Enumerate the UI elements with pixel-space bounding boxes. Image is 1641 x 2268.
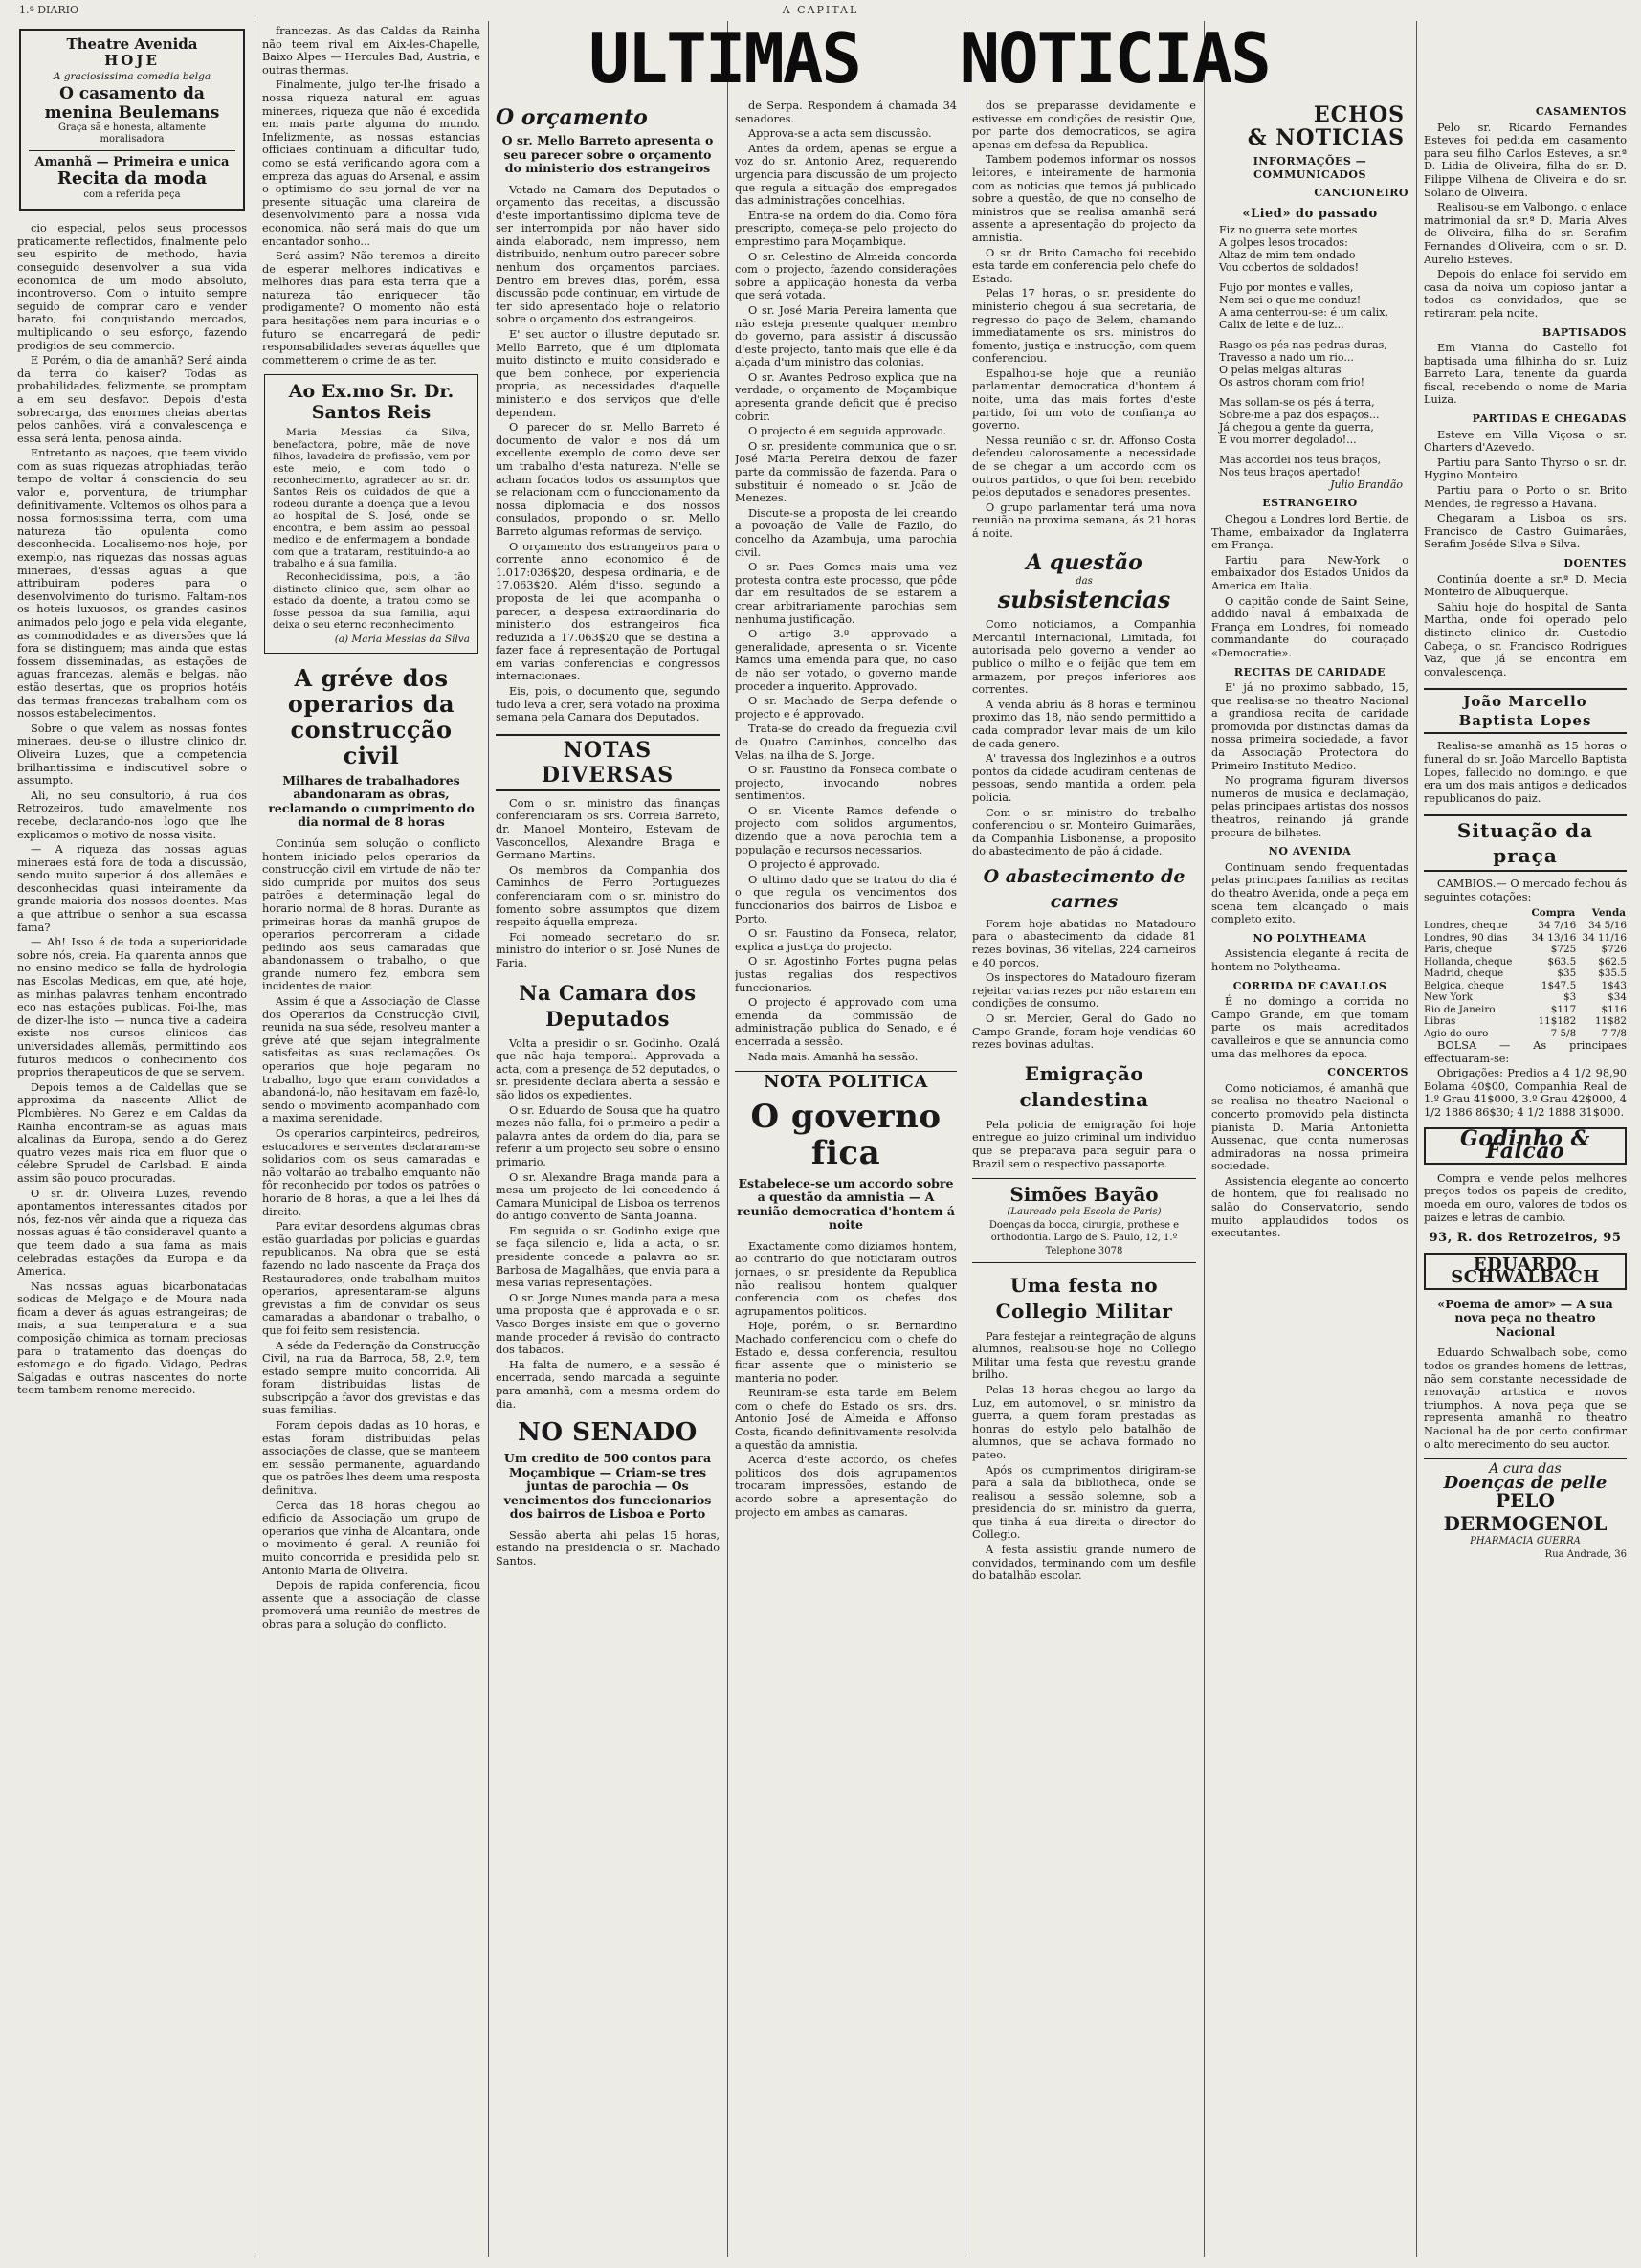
paragraph: Espalhou-se hoje que a reunião parlamentar democratica d'hontem á noite, uma das mais fortes d'este partido, foi um voto de confiança ao governo. (972, 367, 1196, 433)
paragraph: O sr. presidente communica que o sr. José Maria Pereira deixou de fazer parte da commissão de fazenda. Para o substituir é nomeado o sr. João de Menezes. (735, 439, 957, 505)
paragraph: Sahiu hoje do hospital de Santa Martha, onde foi operado pelo distincto clinico dr. Custodio Cabeça, o sr. Francisco Rodrigues Vaz, que já se encontra em convalescença. (1424, 600, 1627, 678)
running-head-center: A CAPITAL (782, 4, 859, 16)
column-2 (262, 25, 480, 2255)
pharmacia: PHARMACIA GUERRA (1470, 1536, 1581, 1547)
paragraph: Assistencia elegante ao concerto de hontem, que foi realisado no salão do Conservatorio, sendo muito applaudidos todos os executantes. (1211, 1174, 1408, 1240)
paragraph: Chegou a Londres lord Bertie, de Thame, embaixador da Inglaterra em França. (1211, 512, 1408, 552)
paragraph: Pela policia de emigração foi hoje entregue ao juizo criminal um individuo que se preparava para seguir para o Brazil sem o respectivo passaporte. (972, 1118, 1196, 1170)
poem-line: E vou morrer degolado!... (1219, 434, 1357, 447)
paragraph: BOLSA — As principaes effectuaram-se: (1424, 1039, 1627, 1065)
poem-line: Mas accordei nos teus braços, (1219, 454, 1382, 467)
paragraph: O sr. Agostinho Fortes pugna pelas justas regalias dos respectivos funccionarios. (735, 955, 957, 994)
emigracao-headline: Emigração clandestina (1019, 1061, 1149, 1111)
paragraph: O sr. Faustino da Fonseca, relator, explica a justiça do projecto. (735, 927, 957, 953)
paragraph: Em seguida o sr. Godinho exige que se faça silencio e, lida a acta, o sr. presidente concede a palavra ao sr. Barbosa de Magalhães, que envia para a mesa varias representações. (496, 1224, 720, 1290)
exchange-row (1424, 1004, 1627, 1016)
paragraph: É no domingo a corrida no Campo Grande, em que tomam parte os mais acreditados cavalleiros e que se annuncia como uma das melhores da epoca. (1211, 995, 1408, 1060)
exchange-row (1424, 944, 1627, 956)
paragraph: Partiu para New-York o embaixador dos Estados Unidos da America em Italia. (1211, 553, 1408, 592)
strike-headline: A gréve dos operarios da construcção civil (287, 663, 455, 769)
column-7 (1424, 100, 1627, 2253)
paragraph: Depois do enlace foi servido em casa da noiva um copioso jantar a todos os convidados, que se retiraram pela noite. (1424, 268, 1627, 320)
paragraph: Votado na Camara dos Deputados o orçamento das receitas, a discussão d'este importantissimo diploma teve de ser interrompida por não haver sido ainda elaborado, nem impresso, nem distribuido, nenhum outro parecer sobre nenhum dos orçamentos parciaes. Dentro em breves dias, porém, essa discussão pode continuar, em virtude de ter sido apresentado hoje o relatorio sobre o orçamento dos estrangeiros. (496, 183, 720, 326)
paragraph: cio especial, pelos seus processos praticamente reflectidos, finalmente pelo seu espirito de methodo, havia conseguido desenvolver a sua vida economica de um modo absoluto, incontroverso. Com o intuito sempre seguido de comprar caro e vender barato, foi conquistando mercados, multiplicando o seu esforço, fazendo prodigios de seu commercio. (17, 222, 247, 352)
stanza-gap (1219, 274, 1408, 281)
stanza-gap (1219, 389, 1408, 396)
running-head (19, 4, 1622, 17)
exchange-row (1424, 991, 1627, 1004)
paragraph: O sr. Avantes Pedroso explica que na verdade, o orçamento de Moçambique apresenta grande deficit que é preciso cobrir. (735, 370, 957, 423)
paragraph: Para evitar desordens algumas obras estão guardadas por policias e guardas republicanos. Na obra que se está fazendo no lado nascente da Praça dos Restauradores, onde trabalham muitos operarios, apresentaram-se alguns grevistas a fim de convidar os seus camaradas a abandonar o trabalho, o que foi feito sem resistencia. (262, 1220, 480, 1337)
dedication-signature: (a) Maria Messias da Silva (334, 634, 470, 646)
dedication-box (264, 374, 478, 654)
paragraph: Hoje, porém, o sr. Bernardino Machado conferenciou com o chefe do Estado e, dessa conferencia, resultou ficar assente que o ministerio se manteria no poder. (735, 1320, 957, 1385)
paragraph: E' seu auctor o illustre deputado sr. Mello Barreto, que é um diplomata muito distincto e muito considerado e que bem conhece, por experiencia propria, as necessidades d'aquelle ministerio e dos serviços que d'elle dependem. (496, 328, 720, 419)
poem-line: Sobre-me a paz dos espaços... (1219, 409, 1380, 422)
exchange-value: 1$47.5 (1541, 979, 1577, 991)
paragraph: O sr. Mercier, Geral do Gado no Campo Grande, foram hoje vendidas 60 rezes bovinas adultas. (972, 1012, 1196, 1052)
exchange-value: $117 (1550, 1003, 1577, 1015)
exchange-value: $62.5 (1598, 955, 1627, 967)
poem-line: O pelas melgas alturas (1219, 364, 1342, 377)
paragraph: Exactamente como diziamos hontem, ao contrario do que noticiaram outros jornaes, o sr. presidente da Republica não realisou hontem qualquer conferencia com os chefes dos agrupamentos politicos. (735, 1239, 957, 1318)
paragraph: Obrigações: Predios a 4 1/2 98,90 Bolama 40$00, Companhia Real de 1.º Grau 41$000, 3.º Grau 42$000, 4 1/2 1886 86$30; 4 1/2 1888 31$000. (1424, 1067, 1627, 1119)
paragraph: Antes da ordem, apenas se ergue a voz do sr. Antonio Arez, requerendo urgencia para discussão de um projecto que regula a situação dos empregados das administrações concelhias. (735, 142, 957, 208)
paragraph: O sr. Vicente Ramos defende o projecto com solidos argumentos, dizendo que a nova parochia tem a população e recursos necessarios. (735, 804, 957, 856)
poem-line: Nos teus braços apertado! (1219, 466, 1361, 479)
poem-line: Os astros choram com frio! (1219, 376, 1365, 389)
paragraph: No programa figuram diversos numeros de musica e declamação, pelas principaes artistas dos nossos theatros, reinando já grande procura de bilhetes. (1211, 774, 1408, 839)
paragraph: — A riqueza das nossas aguas mineraes está fora de toda a discussão, sendo muito superior á dos allemães e desconhecidas quasi inteiramente da grande maioria dos nossos doentes. Mas a que attribue o senhor a sua escassa fama? (17, 843, 247, 934)
paragraph: Eis, pois, o documento que, segundo tudo leva a crer, será votado na proxima semana pela Camara dos Deputados. (496, 685, 720, 724)
subsistencias-headline (972, 550, 1196, 613)
paragraph: O sr. José Maria Pereira lamenta que não esteja presente qualquer membro do governo, para assistir á discussão d'este projecto, tanto mais que elle é da alçada d'um ministro das colonias. (735, 303, 957, 369)
poem-line: Travesso a nado um rio... (1219, 351, 1354, 365)
paragraph: O orçamento dos estrangeiros para o corrente anno economico é de 1.017:036$20, despesa ordinaria, e de 17.063$20. Além d'isso, segundo a proposta de lei que acompanha o parecer, a despesa extraordinaria do ministerio dos estrangeiros fica reduzida a 17.063$20 que se destina a fazer face á representação de Portugal em varias conferencias e congressos internacionaes. (496, 540, 720, 683)
pharmacia-address: Rua Andrade, 36 (1544, 1548, 1627, 1560)
paragraph: Continúa doente a sr.ª D. Mecia Monteiro de Albuquerque. (1424, 572, 1627, 599)
paragraph: O projecto é em seguida approvado. (748, 425, 947, 438)
exchange-value: $35 (1557, 967, 1577, 979)
poem-signature: Julio Brandão (1330, 478, 1403, 492)
paragraph: Após os cumprimentos dirigiram-se para a sala da bibliotheca, onde se realisou a sessão solemne, sob a presidencia do sr. ministro da guerra, que tinha á sua direita o director do Collegio. (972, 1463, 1196, 1542)
paragraph: dos se preparasse devidamente e estivesse em condições de resistir. Que, por parte dos democraticos, se agira apenas em defesa da Republica. (972, 100, 1196, 151)
theatre-hoje: HOJE (104, 52, 160, 69)
paragraph: Será assim? Não teremos a direito de esperar melhores indicativas e melhores dias para esta terra que a natureza tão enriquecer tão prodigamente? O momento não está para hesitações nem para incurias e o futuro se encarregará de pedir responsabilidades severas áquelles que commetterem o crime de as ter. (262, 250, 480, 367)
column-6 (1211, 100, 1408, 2253)
casamentos-label: CASAMENTOS (1535, 105, 1627, 118)
exchange-label: Belgica, cheque (1424, 979, 1504, 991)
exchange-label: Madrid, cheque (1424, 967, 1504, 979)
exchange-label: Londres, cheque (1424, 920, 1508, 931)
paragraph: Acerca d'este accordo, os chefes politicos dos dois agrupamentos trocaram impressões, estando de acordo sobre a apresentação do projecto em ambas as camaras. (735, 1454, 957, 1519)
paragraph: E Porém, o dia de amanhã? Será ainda da terra do kaiser? Todas as probabilidades, felizmente, se promptam a em seu desfavor. Depois d'esta sobrecarga, das enormes cheias abertas pelos canhões, virá a convalescença e essa será lenta, penosa ainda. (17, 354, 247, 445)
poem-line: Altaz de mim tem ondado (1219, 249, 1356, 262)
dedication-text: Maria Messias da Silva, benefactora, pobre, mãe de nove filhos, lavadeira de profissão, vem por este meio, e com todo o reconhecimento, agradecer ao sr. dr. Santos Reis os cuidados de que a rodeou durante a doença que a levou ao hospital de S. José, onde se encontra, e bem assim ao pessoal medico e de enfermagem a bondade com que a trataram, restituindo-a ao trabalho e á sua familia. (273, 427, 470, 569)
paragraph: O sr. Eduardo de Sousa que ha quatro mezes não falla, foi o primeiro a pedir a palavra antes da ordem do dia, para se referir a um projecto seu sobre o ensino primario. (496, 1103, 720, 1168)
simoes-text: Doenças da bocca, cirurgia, prothese e orthodontia. Largo de S. Paulo, 12, 1.º Telephone 3078 (988, 1219, 1180, 1256)
paragraph: A' travessa dos Inglezinhos e a outros pontos da cidade acudiram centenas de pessoas, sendo mantida a ordem pela policia. (972, 752, 1196, 804)
theatre-avenida-ad (19, 29, 245, 211)
theatre-recita: Recita da moda (56, 168, 208, 189)
paragraph: Finalmente, julgo ter-lhe frisado a nossa riqueza natural em aguas mineraes, riqueza que não é excedida em mais parte alguma do mundo. Infelizmente, as nossas estancias officiaes continuam a dificultar tudo, como se está verificando agora com a empreza das aguas do Arsenal, e assim o optimismo do seu jornal de ver na presente situação uma clareira de desenvolvimento para a nossa vida economica, não será mais do que um encantador sonho... (262, 78, 480, 248)
paragraph: Pelo sr. Ricardo Fernandes Esteves foi pedida em casamento para seu filho Carlos Esteves, a sr.ª D. Lidia de Oliveira, filha do sr. D. Filippe Vilhena de Oliveira e do sr. Solano de Oliveira. (1424, 121, 1627, 199)
theatre-amanha: Amanhã — Primeira e unica (34, 154, 230, 169)
exchange-row (1424, 1028, 1627, 1040)
exchange-value: 34 11/16 (1582, 931, 1627, 944)
paragraph: O sr. Alexandre Braga manda para a mesa um projecto de lei concedendo á Camara Municipal de Lisboa os terrenos do antigo convento de Santa Joanna. (496, 1170, 720, 1223)
praca-headline: Situação da praça (1424, 814, 1627, 872)
paragraph: O sr. Jorge Nunes manda para a mesa uma proposta que é approvada e o sr. Vasco Borges insiste em que o governo mande proceder á revisão do contracto dos tabacos. (496, 1291, 720, 1357)
paragraph: Ha falta de numero, e a sessão é encerrada, sendo marcada a seguinte para amanhã, com a mesma ordem do dia. (496, 1358, 720, 1411)
exchange-value: $725 (1550, 944, 1577, 955)
paragraph: Como noticiamos, é amanhã que se realisa no theatro Nacional o concerto promovido pela distincta pianista D. Maria Antonietta Aussenac, que conta numerosas admiradoras na nossa primeira sociedade. (1211, 1081, 1408, 1173)
exchange-col-header: Compra (1531, 906, 1576, 919)
paragraph: O grupo parlamentar terá uma nova reunião na proxima semana, ás 21 horas á noite. (972, 500, 1196, 540)
paragraph: Entretanto as naçoes, que teem vivido com as suas riquezas atrophiadas, terão tempo de voltar á consciencia do seu valor e, porventura, de triumphar definitivamente. Voltemos os olhos para a nossa formosissima terra, com uma natureza tão opulenta como desconhecida. Localisemo-nos hoje, por exemplo, nas riquezas das nossas aguas mineraes, d'essas aguas a que attribuiram poderes para o desenvolvimento do turismo. Faltam-nos os hoteis luxuosos, os grandes casinos animados pelo jogo e pela vida elegante, as commodidades e as diversões que lá fora se distinguem; mas ainda que estas fossem disseminadas, as estações de aguas francezas, alemãs e belgas, não estão desertas, que os proprios hotéis das termas francezas trabalham com os nossos estabelecimentos. (17, 447, 247, 721)
paragraph: Com o sr. ministro das finanças conferenciaram os srs. Correia Barreto, dr. Manoel Monteiro, Estevam de Vasconcellos, Alexandre Braga e Germano Martins. (496, 796, 720, 862)
paragraph: Partiu para o Porto o sr. Brito Mendes, de regresso a Havana. (1424, 484, 1627, 510)
exchange-label: Paris, cheque (1424, 944, 1493, 955)
paragraph: Partiu para Santo Thyrso o sr. dr. Hygino Monteiro. (1424, 456, 1627, 482)
paragraph: Trata-se do creado da freguezia civil de Quatro Caminhos, concelho das Velas, na ilha de S. Jorge. (735, 723, 957, 762)
paragraph: Volta a presidir o sr. Godinho. Ozalá que não haja temporal. Approvada a acta, com a presença de 52 deputados, o sr. presidente declara aberta a sessão e são lidos os expedientes. (496, 1036, 720, 1101)
stanza-gap (1219, 446, 1408, 454)
paragraph: O ultimo dado que se tratou do dia é o que regula os vencimentos dos funccionarios dos bairros de Lisboa e Porto. (735, 873, 957, 925)
paragraph: Assistencia elegante á recita de hontem no Polytheama. (1211, 947, 1408, 973)
paragraph: O sr. Celestino de Almeida concorda com o projecto, fazendo considerações sobre a applicação honesta da verba que será votada. (735, 250, 957, 302)
cura-c: PELO DERMOGENOL (1443, 1489, 1608, 1536)
exchange-value: $116 (1601, 1003, 1627, 1015)
exchange-value: $3 (1563, 991, 1577, 1003)
paragraph: O parecer do sr. Mello Barreto é documento de valor e nos dá um excellente exemplo de como deve ser um trabalho d'esta natureza. N'elle se acham focados todos os assumptos que se relacionam com o funccionamento da nossa diplomacia e dos nossos consulados, propondo o sr. Mello Barreto algumas reformas de serviço. (496, 421, 720, 538)
exchange-value: $34 (1608, 991, 1627, 1003)
paragraph: O artigo 3.º approvado a generalidade, apresenta o sr. Vicente Ramos uma emenda para que, no caso de não ser votado, o governo mande proceder a inquerito. Approvado. (735, 628, 957, 693)
paragraph: Os membros da Companhia dos Caminhos de Ferro Portuguezes conferenciaram com o sr. ministro do fomento sobre assumptos que dizem respeito áquella empreza. (496, 863, 720, 929)
governo-headline: O governo fica (750, 1097, 942, 1172)
paragraph: O projecto é approvado. (748, 858, 880, 872)
theatre-title: Theatre Avenida (66, 35, 198, 53)
paragraph: Eduardo Schwalbach sobe, como todos os grandes homens de lettras, não sem constante necessidade de renovação artistica e novos triumphos. A nova peça que se representa amanhã no theatro Nacional ha de por certo confirmar o alto merecimento do seu auctor. (1424, 1346, 1627, 1451)
masthead-word: ULTIMAS (588, 18, 860, 99)
exchange-row (1424, 920, 1627, 932)
exchange-row (1424, 980, 1627, 992)
paragraph: Com o sr. ministro do trabalho conferenciou o sr. Monteiro Guimarães, da Companhia Lisbonense, a proposito do abastecimento de pão á cidade. (972, 806, 1196, 858)
poem-line: Vou cobertos de soldados! (1219, 261, 1360, 275)
exchange-value: 7 7/8 (1601, 1027, 1627, 1039)
paragraph: Foi nomeado secretario do sr. ministro do interior o sr. José Nunes de Faria. (496, 930, 720, 969)
recitas-label: RECITAS DE CARIDADE (1233, 665, 1386, 678)
exchange-row (1424, 956, 1627, 968)
echos-a: ECHOS (1313, 102, 1405, 127)
exchange-label: New York (1424, 991, 1473, 1003)
polytheama-label: NO POLYTHEAMA (1253, 931, 1367, 945)
orcamento-headline: O orçamento (496, 105, 648, 130)
paragraph: Approva-se a acta sem discussão. (748, 127, 932, 141)
paragraph: Nas nossas aguas bicarbonatadas sodicas de Melgaço e de Moura nada ficam a dever ás aguas estrangeiras; de mais, a sua temperatura e a sua composição chimica as tornam preciosas para o tratamento das doenças do estomago e do figado. Vidago, Pedras Salgadas e outras nascentes do norte teem tambem renome merecido. (17, 1279, 247, 1397)
paragraph: Compra e vende pelos melhores preços todos os papeis de credito, moeda em ouro, valores de todos os paizes e letras de cambio. (1424, 1171, 1627, 1224)
paragraph: Nada mais. Amanhã ha sessão. (748, 1050, 919, 1063)
exchange-label: Rio de Janeiro (1424, 1003, 1496, 1015)
paragraph: Tambem podemos informar os nossos leitores, e inteiramente de harmonia com as noticias que temos já publicado sobre a questão, de que no conselho de ministros que se realisa amanhã será assente a apresentação do projecto da amnistia. (972, 153, 1196, 244)
exchange-value: 34 5/16 (1588, 920, 1627, 931)
dermogenol-ad (1424, 1458, 1627, 1561)
paragraph: — Ah! Isso é de toda a superioridade sobre nós, creia. Ha quarenta annos que no ensino medico se falla de hydrologia nas Escolas Medicas, em que, até hoje, as minhas palavras tenham encontrado eco nas estações publicas. Foi-lhe, mas de dizer-lhe isto — nunca tive a cadeira existe nos cursos clinicos das universidades allemãs, permittindo aos futuros medicos o conhecimento dos proprios therapeuticos de que se servem. (17, 936, 247, 1079)
godinho-falcao-ad: Godinho & Falcão (1424, 1127, 1627, 1165)
column-4 (735, 100, 957, 2253)
simoes-sub: (Laureado pela Escola de Paris) (1007, 1207, 1162, 1218)
paragraph: Discute-se a proposta de lei creando a povoação de Valle de Fazilo, do concelho da Azambuja, uma parochia civil. (735, 506, 957, 559)
column-rule (1204, 21, 1205, 2257)
poem-line: Calix de leite e de luz... (1219, 319, 1344, 332)
paragraph: Esteve em Villa Viçosa o sr. Charters d'Azevedo. (1424, 428, 1627, 455)
notas-headline: NOTAS DIVERSAS (496, 734, 720, 791)
column-rule (1416, 21, 1417, 2257)
paragraph: Realisa-se amanhã as 15 horas o funeral do sr. João Marcello Baptista Lopes, fallecido no domingo, e que era um dos mais antigos e dedicados republicanos do paiz. (1424, 740, 1627, 805)
exchange-label: Hollanda, cheque (1424, 955, 1513, 967)
paragraph: A séde da Federação da Construcção Civil, na rua da Barroca, 58, 2.º, tem estado sempre muito concorrida. Ali foram distribuidas listas de subscripção a favor dos grevistas e das suas familias. (262, 1339, 480, 1417)
exchange-value: 7 5/8 (1550, 1027, 1577, 1039)
abastecimento-headline: O abastecimento de carnes (983, 865, 1186, 912)
paragraph: Depois temos a de Caldellas que se approxima da nascente Alliot de Plombières. No Gerez e em Caldas da Rainha encontram-se as aguas mais alcalinas da Europa, sendo a do Gerez quatro vezes mais rica em fluor que o célebre Sprudel de Carlsbad. E ainda assim são pouco procuradas. (17, 1080, 247, 1185)
masthead (588, 18, 1270, 99)
orcamento-subhead: O sr. Mello Barreto apresenta o seu parecer sobre o orçamento do ministerio dos estrangeiros (501, 133, 714, 175)
paragraph: A festa assistiu grande numero de convidados, terminando com um desfile do batalhão escolar. (972, 1544, 1196, 1583)
subsistencias-b: subsistencias (997, 586, 1171, 614)
concertos-label: CONCERTOS (1327, 1066, 1408, 1079)
exchange-value: 1$43 (1601, 979, 1627, 991)
doentes-label: DOENTES (1563, 557, 1627, 569)
avenida-label: NO AVENIDA (1268, 845, 1352, 858)
column-5 (972, 100, 1196, 2253)
corrida-label: CORRIDA DE CAVALLOS (1232, 979, 1387, 992)
paragraph: Continúa sem solução o conflicto hontem iniciado pelos operarios da construcção civil em virtude de não ter sido cumprida por muitos dos seus patrões a determinação legal do horario normal de 8 horas. Durante as primeiras horas da manhã grupos de operarios percorreram a cidade pedindo aos seus camaradas que abandonassem o trabalho, o que grande numero fez, embora sem incidentes de maior. (262, 836, 480, 993)
poem-title: «Lied» do passado (1242, 206, 1378, 221)
simoes-name: Simões Bayão (1009, 1183, 1159, 1207)
paragraph: Como noticiamos, a Companhia Mercantil Internacional, Limitada, foi autorisada pelo governo a vender ao publico o milho e o feijão que tem em armazem, por preços inferiores aos correntes. (972, 618, 1196, 697)
paragraph: Para festejar a reintegração de alguns alumnos, realisou-se hoje no Collegio Militar uma festa que revestiu grande brilho. (972, 1329, 1196, 1382)
paragraph: Foram depois dadas as 10 horas, e estas foram distribuidas pelas associações de classe, que se manteem em sessão permanente, aguardando que os patrões lhes deem uma resposta definitiva. (262, 1419, 480, 1498)
echos-headline (1215, 103, 1405, 149)
poem-line: Fujo por montes e valles, (1219, 281, 1354, 295)
paragraph: A venda abriu ás 8 horas e terminou proximo das 18, não sendo permittido a cada comprador levar mais de um kilo de cada genero. (972, 698, 1196, 750)
poem (1219, 224, 1408, 478)
paragraph: Foram hoje abatidas no Matadouro para o abastecimento da cidade 81 rezes bovinas, 36 vitellas, 224 carneiros e 40 porcos. (972, 917, 1196, 969)
estrangeiro-label: ESTRANGEIRO (1262, 497, 1358, 510)
theatre-line: A graciosissima comedia belga (53, 71, 211, 82)
subsistencias-a: A questão (1026, 549, 1142, 575)
paragraph: O sr. dr. Brito Camacho foi recebido esta tarde em conferencia pelo chefe do Estado. (972, 246, 1196, 285)
cura-b: Doenças de pelle (1443, 1472, 1608, 1493)
poem-line: A golpes lesos trocados: (1219, 236, 1348, 250)
paragraph: Depois de rapida conferencia, ficou assente que a associação de classe promoverá uma reunião de mestres de obras para a solução do conflicto. (262, 1579, 480, 1631)
exchange-value: 34 13/16 (1531, 931, 1577, 944)
paragraph: Sobre o que valem as nossas fontes mineraes, deu-se o illustre clinico dr. Oliveira Luzes, que a competencia brilhantissima e indiscutivel sobre o assumpto. (17, 722, 247, 788)
exchange-value: $63.5 (1547, 955, 1577, 967)
theatre-line: Graça sã e honesta, altamente moralisadora (57, 122, 207, 145)
paragraph: O sr. dr. Oliveira Luzes, revendo apontamentos interessantes citados por nós, fez-nos vêr ainda que a riqueza das nossas aguas é tão consideravel quanto a que teem dado a sua fama as mais celebradas estações da Europa e da America. (17, 1187, 247, 1279)
exchange-value: 34 7/16 (1538, 920, 1577, 931)
paragraph: Ali, no seu consultorio, á rua dos Retrozeiros, tudo amavelmente nos recebe, declarando-nos logo que lhe explicamos o motivo da nossa visita. (17, 789, 247, 841)
cancioneiro-label: CANCIONEIRO (1314, 187, 1408, 200)
paragraph: O projecto é approvado com uma emenda da commissão de administração publica do Senado, e é encerrada a sessão. (735, 996, 957, 1048)
paragraph: O sr. Faustino da Fonseca combate o projecto, invocando nobres sentimentos. (735, 764, 957, 803)
governo-subhead: Estabelece-se um accordo sobre a questão da amnistia — A reunião democratica d'hontem á noite (737, 1175, 955, 1233)
paragraph: O sr. Machado de Serpa defende o projecto e é approvado. (735, 695, 957, 721)
strike-subhead: Milhares de trabalhadores abandonaram as obras, reclamando o cumprimento do dia normal de 8 horas (268, 772, 475, 830)
exchange-value: $35.5 (1598, 967, 1627, 979)
paragraph: de Serpa. Respondem á chamada 34 senadores. (735, 100, 957, 125)
exchange-row (1424, 1015, 1627, 1028)
paragraph: Os operarios carpinteiros, pedreiros, estucadores e serventes declararam-se solidarios com os seus camaradas e não voltarão ao trabalho emquanto não fôr reconhecido por todos os patrões o horario de 8 horas, a que a lei lhes dá direito. (262, 1127, 480, 1218)
paragraph: Assim é que a Associação de Classe dos Operarios da Construcção Civil, reunida na sua séde, resolveu manter a gréve até que sejam integralmente satisfeitas as suas reclamações. Os operarios que hoje pegaram no trabalho, logo que eram convidados a abandoná-lo, não hesitavam em fazê-lo, sendo o movimento acompanhado com a maxima serenidade. (262, 995, 480, 1125)
partidas-label: PARTIDAS E CHEGADAS (1472, 412, 1627, 426)
paragraph: Sessão aberta ahi pelas 15 horas, estando na presidencia o sr. Machado Santos. (496, 1528, 720, 1568)
festa-headline: Uma festa no Collegio Militar (995, 1273, 1173, 1323)
echos-b: & NOTICIAS (1247, 125, 1405, 150)
godinho-address: 93, R. dos Retrozeiros, 95 (1429, 1231, 1622, 1246)
exchange-value: 11$182 (1538, 1015, 1577, 1027)
exchange-value: $726 (1601, 944, 1627, 955)
paragraph: Os inspectores do Matadouro fizeram rejeitar varias rezes por não estarem em condições de consumo. (972, 971, 1196, 1011)
exchange-col-header: Venda (1591, 906, 1626, 919)
politica-headline: NOTA POLITICA (735, 1071, 957, 1089)
simoes-bayao-ad (972, 1178, 1196, 1262)
paragraph: E' já no proximo sabbado, 15, que realisa-se no theatro Nacional a grandiosa recita de caridade promovida por distinctas damas da nossa primeira sociedade, a favor da Associação Protectora do Primeiro Instituto Medico. (1211, 681, 1408, 772)
masthead-word: NOTICIAS (959, 18, 1270, 99)
paragraph: francezas. As das Caldas da Rainha não teem rival em Aix-les-Chapelle, Baixo Alpes — Hercules Bad, Austria, e outras thermas. (262, 25, 480, 77)
column-rule (727, 21, 728, 2257)
column-1 (17, 25, 247, 2255)
info-label: INFORMAÇÕES — COMMUNICADOS (1253, 155, 1367, 181)
column-rule (488, 21, 489, 2257)
exchange-value: 11$82 (1594, 1015, 1627, 1027)
poem-line: A ama centerrou-se: é um calix, (1219, 306, 1388, 320)
poem-line: Mas sollam-se os pés á terra, (1219, 396, 1375, 410)
paragraph: Cerca das 18 horas chegou ao edificio da Associação um grupo de operarios que vinha de Alcantara, onde o movimento é geral. A reunião foi muito concorrida e presidida pelo sr. Antonio Maria de Oliveira. (262, 1499, 480, 1577)
poema-subhead: «Poema de amor» — A sua nova peça no theatro Nacional (1437, 1296, 1613, 1339)
paragraph: Nessa reunião o sr. dr. Affonso Costa defendeu calorosamente a necessidade de se chegar a um accordo com os outros partidos, o que foi bem recebido pelos deputados e senadores presentes. (972, 434, 1196, 500)
joao-headline: João Marcello Baptista Lopes (1424, 688, 1627, 734)
column-3 (496, 100, 720, 2253)
stanza-gap (1219, 331, 1408, 339)
paragraph: O capitão conde de Saint Seine, addido naval á embaixada de França em Londres, foi nomeado commandante do couraçado «Democratie». (1211, 594, 1408, 659)
senado-headline: NO SENADO (518, 1418, 698, 1448)
exchange-row (1424, 967, 1627, 980)
paragraph: Continuam sendo frequentadas pelas principaes familias as recitas do theatro Avenida, onde a peça em scena tem alcançado o mais completo exito. (1211, 860, 1408, 926)
exchange-table (1424, 906, 1627, 1040)
baptisados-label: BAPTISADOS (1542, 325, 1627, 339)
paragraph: Entra-se na ordem do dia. Como fôra prescripto, começa-se pelo projecto do emprestimo para Moçambique. (735, 209, 957, 248)
running-head-left: 1.ª DIARIO (19, 4, 78, 16)
poem-line: Nem sei o que me conduz! (1219, 294, 1362, 307)
paragraph: O sr. Paes Gomes mais uma vez protesta contra este processo, que pôde dar em resultados de se estarem a crear arbitrariamente parochias sem nenhuma justificação. (735, 561, 957, 626)
paragraph: Em Vianna do Castello foi baptisada uma filhinha do sr. Luiz Barreto Lara, tenente da guarda fiscal, recebendo o nome de Maria Luiza. (1424, 342, 1627, 407)
cura-a: A cura das (1489, 1461, 1562, 1478)
exchange-label: Agio do ouro (1424, 1027, 1489, 1039)
senado-subhead: Um credito de 500 contos para Moçambique — Criam-se tres juntas de parochia — Os vencimentos dos funccionarios dos bairros de Lisboa e Porto (503, 1451, 712, 1522)
paragraph: Chegaram a Lisboa os srs. Francisco de Castro Guimarães, Serafim Joséde Silva e Silva. (1424, 512, 1627, 551)
exchange-row (1424, 932, 1627, 945)
dedication-thanks: Reconhecidissima, pois, a tão distincto clinico que, sem olhar ao estado da doente, a tratou como se fosse pessoa da sua familia, aqui deixa o seu eterno reconhecimento. (273, 571, 470, 631)
paragraph: Pelas 17 horas, o sr. presidente do ministerio chegou á sua secretaria, de regresso do paço de Belem, chamando immediatamente os srs. ministros do fomento, justiça e instrucção, com quem conferenciou. (972, 287, 1196, 366)
camara-headline: Na Camara dos Deputados (519, 980, 697, 1031)
theatre-line: com a referida peça (83, 189, 181, 201)
exchange-label: Libras (1424, 1015, 1456, 1027)
poem-line: Já chegou a gente da guerra, (1219, 421, 1374, 434)
theatre-play: O casamento da menina Beulemans (44, 83, 220, 122)
exchange-label: Londres, 90 dias (1424, 931, 1508, 944)
paragraph: Pelas 13 horas chegou ao largo da Luz, em automovel, o sr. ministro da guerra, a quem foram prestadas as honras do estylo pelo batalhão de alumnos, que se achava formado no pateo. (972, 1383, 1196, 1461)
paragraph: CAMBIOS.— O mercado fechou ás seguintes cotações: (1424, 878, 1627, 903)
subsistencias-das: das (1076, 575, 1093, 587)
paragraph: Realisou-se em Valbongo, o enlace matrimonial da sr.ª D. Maria Alves de Oliveira, filha do sr. Serafim Fernandes d'Oliveira, com o sr. D. Aurelio Esteves. (1424, 201, 1627, 266)
paragraph: Reuniram-se esta tarde em Belem com o chefe do Estado os srs. drs. Antonio José de Almeida e Affonso Costa, ficando definitivamente resolvida a questão da amnistia. (735, 1387, 957, 1452)
poem-line: Fiz no guerra sete mortes (1219, 224, 1358, 237)
dedication-head: Ao Ex.mo Sr. Dr. Santos Reis (288, 381, 455, 424)
schwalbach-headline: EDUARDO SCHWALBACH (1424, 1253, 1627, 1290)
poem-line: Rasgo os pés nas pedras duras, (1219, 339, 1387, 352)
